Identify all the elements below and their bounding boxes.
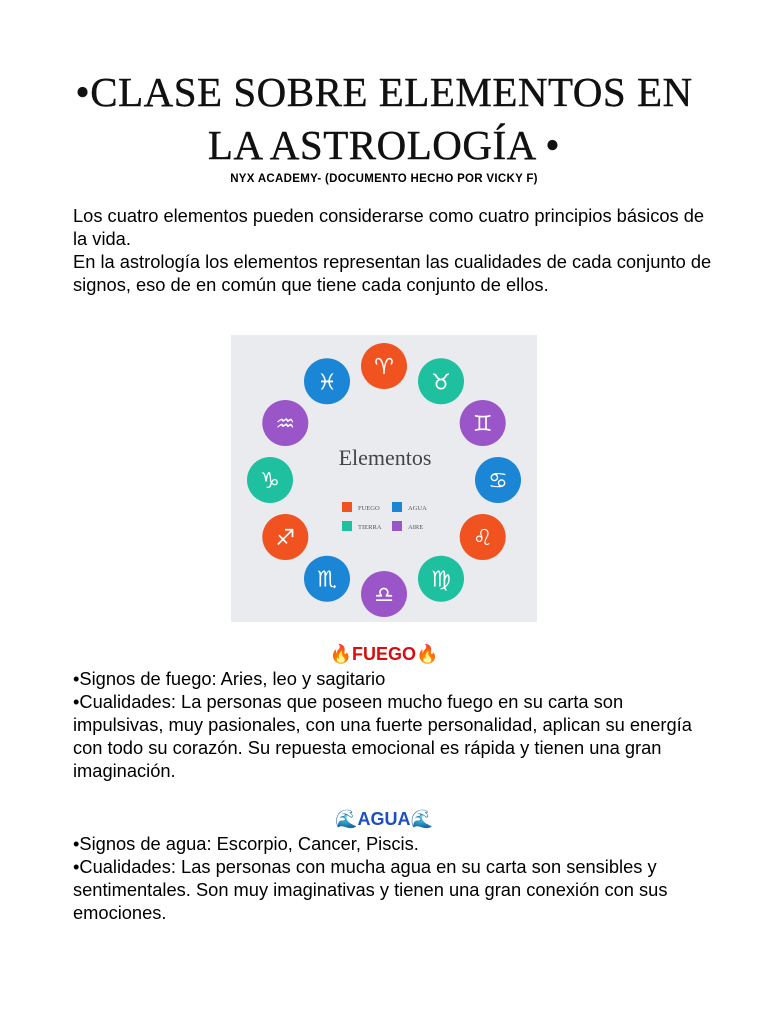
sign-glyph: ♒ bbox=[275, 412, 296, 437]
sign-glyph: ♍ bbox=[431, 567, 451, 593]
sign-glyph: ♐ bbox=[275, 526, 296, 551]
intro-line: En la astrología los elementos representan las cualidades de cada conjunto de signos, eso de en común que tiene cada conjunto de ellos. bbox=[73, 251, 712, 295]
sign-glyph: ♌ bbox=[472, 526, 493, 551]
sign-glyph: ♓ bbox=[317, 370, 337, 396]
fuego-line: •Signos de fuego: Aries, leo y sagitario bbox=[73, 668, 386, 689]
fire-icon: 🔥 bbox=[416, 644, 439, 664]
sign-glyph: ♋ bbox=[488, 469, 508, 494]
agua-paragraph bbox=[73, 832, 713, 924]
agua-line: •Signos de agua: Escorpio, Cancer, Piscis. bbox=[73, 833, 419, 854]
fire-icon: 🔥 bbox=[329, 644, 352, 664]
sign-glyph: ♊ bbox=[472, 412, 493, 437]
taurus-icon bbox=[418, 358, 464, 404]
intro-paragraph bbox=[73, 204, 713, 296]
figure-legend bbox=[342, 502, 427, 531]
document-subtitle: NYX ACADEMY- (DOCUMENTO HECHO POR VICKY F) bbox=[230, 173, 538, 185]
aquarius-icon bbox=[262, 400, 308, 446]
legend-swatch-fuego bbox=[342, 502, 352, 512]
sagittarius-icon bbox=[262, 514, 308, 560]
libra-icon bbox=[361, 571, 407, 617]
agua-title: AGUA bbox=[357, 809, 411, 829]
scorpio-icon bbox=[304, 556, 350, 602]
legend-swatch-aire bbox=[392, 521, 402, 531]
fuego-title: FUEGO bbox=[351, 644, 416, 664]
zodiac-signs bbox=[247, 343, 521, 617]
sign-glyph: ♎ bbox=[374, 583, 394, 608]
zodiac-wheel bbox=[231, 335, 537, 622]
sign-glyph: ♏ bbox=[317, 567, 337, 593]
fuego-paragraph bbox=[73, 667, 713, 782]
legend-label-tierra: TIERRA bbox=[358, 524, 382, 531]
fuego-heading bbox=[0, 643, 768, 665]
legend-swatch-agua bbox=[392, 502, 402, 512]
sign-glyph: ♑ bbox=[260, 469, 280, 494]
wave-icon: 🌊 bbox=[335, 809, 358, 829]
sign-glyph: ♈ bbox=[374, 355, 394, 380]
capricorn-icon bbox=[247, 457, 293, 503]
sign-glyph: ♉ bbox=[431, 370, 451, 396]
fuego-line: •Cualidades: La personas que poseen mucho fuego en su carta son impulsivas, muy pasionales, con una fuerte personalidad, aplican su energía con todo su corazón. Su repuesta emocional es rápida y tienen una gran imaginación. bbox=[73, 691, 692, 781]
agua-heading bbox=[0, 808, 768, 830]
aries-icon bbox=[361, 343, 407, 389]
virgo-icon bbox=[418, 556, 464, 602]
agua-line: •Cualidades: Las personas con mucha agua en su carta son sensibles y sentimentales. Son muy imaginativas y tienen una gran conexión con sus emociones. bbox=[73, 856, 668, 923]
legend-label-agua: AGUA bbox=[408, 505, 427, 512]
legend-label-aire: AIRE bbox=[408, 524, 424, 531]
wave-icon: 🌊 bbox=[410, 809, 433, 829]
pisces-icon bbox=[304, 358, 350, 404]
gemini-icon bbox=[460, 400, 506, 446]
leo-icon bbox=[460, 514, 506, 560]
document-title-line-2: LA ASTROLOGÍA • bbox=[207, 122, 561, 168]
elements-zodiac-figure bbox=[231, 335, 537, 622]
legend-label-fuego: FUEGO bbox=[358, 505, 380, 512]
legend-swatch-tierra bbox=[342, 521, 352, 531]
intro-line: Los cuatro elementos pueden considerarse como cuatro principios básicos de la vida. bbox=[73, 205, 705, 249]
document-title-line-1: •CLASE SOBRE ELEMENTOS EN bbox=[75, 69, 693, 115]
cancer-icon bbox=[475, 457, 521, 503]
figure-title: Elementos bbox=[338, 445, 432, 470]
